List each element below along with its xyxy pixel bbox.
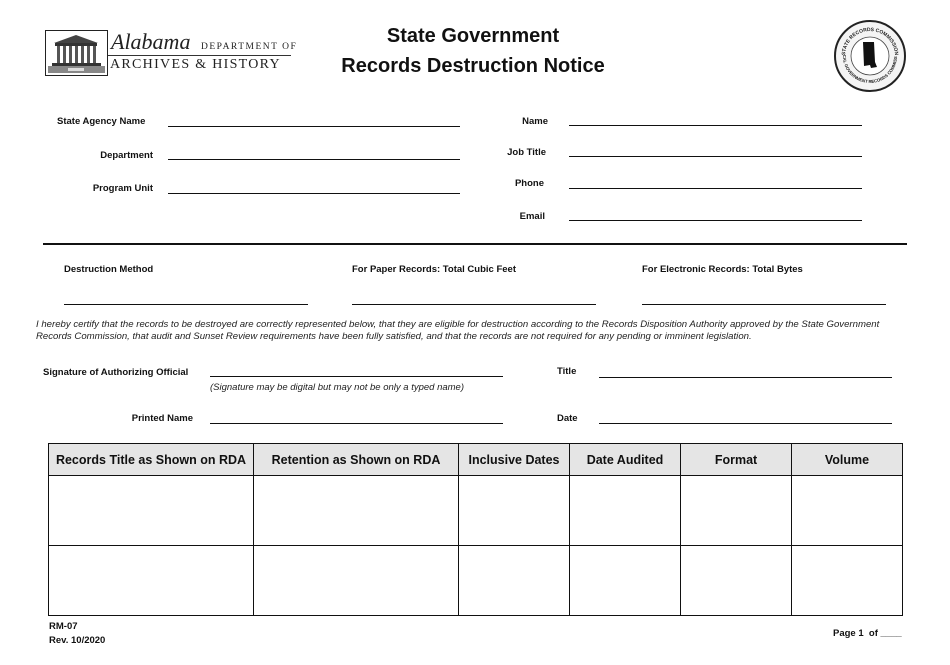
title-field[interactable] [599, 377, 892, 378]
email-label: Email [519, 211, 545, 222]
table-header-row [49, 444, 903, 476]
page-number: Page 1 of ____ [833, 628, 902, 639]
col-inclusive-dates: Inclusive Dates [459, 444, 570, 476]
job-title-label: Job Title [507, 147, 546, 158]
seal-bottom-text: CAL GOVERNMENT RECORDS COMMISS [841, 54, 899, 85]
logo-script-text: Alabama [111, 29, 191, 54]
logo-archives-history-text: ARCHIVES & HISTORY [110, 57, 281, 72]
table-cell[interactable] [49, 476, 254, 546]
date-field[interactable] [599, 423, 892, 424]
col-format: Format [681, 444, 792, 476]
table-cell[interactable] [681, 546, 792, 616]
table-cell[interactable] [459, 476, 570, 546]
logo-department-text: DEPARTMENT OF [201, 42, 298, 52]
signature-field[interactable] [210, 376, 503, 377]
agency-name-label: State Agency Name [57, 116, 146, 127]
signature-label: Signature of Authorizing Official [43, 367, 189, 378]
form-revision: Rev. 10/2020 [49, 635, 106, 646]
signature-note: (Signature may be digital but may not be only a typed name) [210, 382, 465, 393]
table-cell[interactable] [792, 476, 903, 546]
phone-label: Phone [514, 178, 544, 189]
title-label: Title [557, 366, 577, 377]
col-volume: Volume [792, 444, 903, 476]
paper-cubic-feet-field[interactable] [352, 304, 596, 305]
program-unit-field[interactable] [168, 193, 460, 194]
name-field[interactable] [569, 125, 862, 126]
electronic-bytes-label: For Electronic Records: Total Bytes [642, 264, 803, 275]
table-cell[interactable] [254, 546, 459, 616]
table-cell[interactable] [570, 546, 681, 616]
page-title-line2: Records Destruction Notice [341, 55, 605, 77]
table-cell[interactable] [254, 476, 459, 546]
archives-building-logo-icon [45, 30, 108, 76]
table-cell[interactable] [49, 546, 254, 616]
program-unit-label: Program Unit [92, 183, 153, 194]
table-cell[interactable] [681, 476, 792, 546]
job-title-field[interactable] [569, 156, 862, 157]
records-table [48, 443, 903, 616]
printed-name-field[interactable] [210, 423, 503, 424]
table-cell[interactable] [459, 546, 570, 616]
table-cell[interactable] [570, 476, 681, 546]
records-commission-seal-icon [834, 20, 906, 92]
table-row [49, 546, 903, 616]
col-records-title: Records Title as Shown on RDA [49, 444, 254, 476]
logo-divider [108, 55, 291, 56]
date-label: Date [557, 413, 578, 424]
name-label: Name [522, 116, 548, 127]
destruction-method-field[interactable] [64, 304, 308, 305]
department-field[interactable] [168, 159, 460, 160]
col-date-audited: Date Audited [570, 444, 681, 476]
form-id: RM-07 [49, 621, 78, 632]
electronic-bytes-field[interactable] [642, 304, 886, 305]
seal-top-text: STATE RECORDS COMMISSION [840, 26, 900, 56]
col-retention: Retention as Shown on RDA [254, 444, 459, 476]
printed-name-label: Printed Name [131, 413, 193, 424]
page-title-line1: State Government [386, 25, 560, 47]
agency-name-field[interactable] [168, 126, 460, 127]
table-cell[interactable] [792, 546, 903, 616]
section-divider [43, 243, 907, 245]
certification-statement: I hereby certify that the records to be destroyed are correctly represented below, that they are eligible for destruction according to the Records Disposition Authority approved by the State Government Records Commission, that audit and Sunset Review requirements have been fully satisfied, and that the records are not required for any pending or imminent legislation. [36, 319, 880, 343]
phone-field[interactable] [569, 188, 862, 189]
table-row [49, 476, 903, 546]
destruction-method-label: Destruction Method [64, 264, 154, 275]
department-label: Department [100, 150, 153, 161]
paper-cubic-feet-label: For Paper Records: Total Cubic Feet [352, 264, 516, 275]
email-field[interactable] [569, 220, 862, 221]
